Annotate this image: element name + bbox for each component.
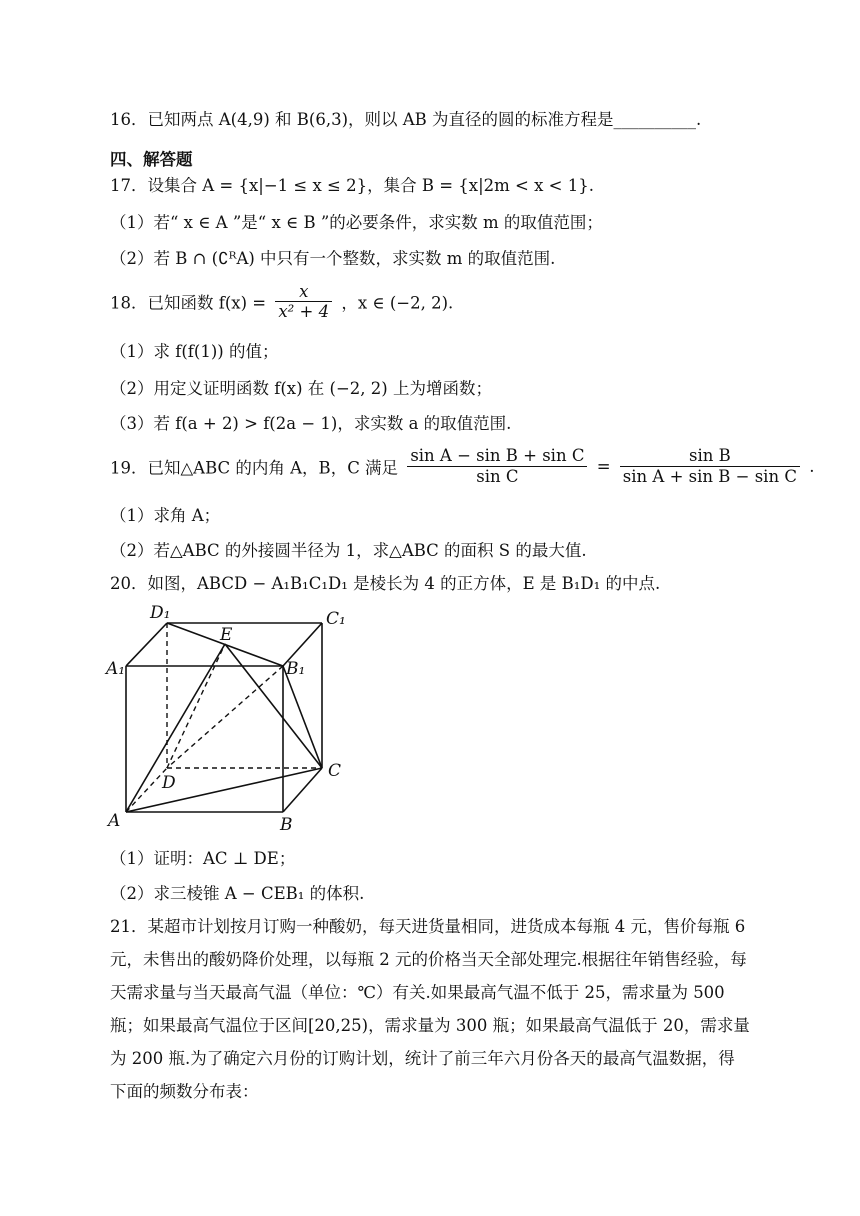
q19-frac1-num: sin A − sin B + sin C (407, 446, 587, 467)
question-19-stem (110, 446, 814, 490)
label-E: E (220, 625, 233, 645)
hidden-segment-D-E (167, 644, 225, 768)
question-18-stem (110, 282, 453, 322)
label-D: D (162, 773, 176, 793)
label-C: C (328, 761, 342, 781)
section-heading: 四、解答题 (110, 150, 193, 169)
edge-B-C (283, 768, 322, 812)
label-C1: C₁ (326, 609, 346, 629)
question-20-stem: 20．如图，ABCD − A₁B₁C₁D₁ 是棱长为 4 的正方体，E 是 B₁D₁ 的中点. (110, 574, 661, 593)
segment-B1-C (283, 666, 322, 768)
question-16: 16．已知两点 A(4,9) 和 B(6,3)，则以 AB 为直径的圆的标准方程是__________. (110, 110, 702, 129)
q19-stem-suffix: . (809, 457, 815, 476)
q19-stem-prefix: 19．已知△ABC 的内角 A，B，C 满足 (110, 458, 399, 478)
question-19-part-2: （2）若△ABC 的外接圆半径为 1，求△ABC 的面积 S 的最大值. (110, 541, 587, 560)
q18-fraction (275, 282, 332, 321)
q18-frac-den: x² + 4 (278, 302, 330, 321)
q19-frac2-den: sin A + sin B − sin C (622, 467, 797, 486)
question-21-text: 21．某超市计划按月订购一种酸奶，每天进货量相同，进货成本每瓶 4 元，售价每瓶 6 元，未售出的酸奶降价处理，以每瓶 2 元的价格当天全部处理完.根据往年销售经验，每天需求量与当天最高气温（单位：℃）有关.如果最高气温不低于 25，需求量为 500 瓶；如果最高气温位于区间[20,25)，需求量为 300 瓶；如果最高气温低于 20，需求量为 200 瓶.为了确定六月份的订购计划，统计了前三年六月份各天的最高气温数据，得下面的频数分布表： (110, 917, 750, 1101)
hidden-segment-B1-D (167, 666, 283, 768)
label-A1: A₁ (106, 659, 126, 679)
q19-fraction-1 (407, 446, 587, 487)
q19-fraction-2 (620, 446, 800, 487)
q18-stem-prefix: 18．已知函数 f(x) = (110, 293, 267, 313)
q19-equals: = (596, 457, 611, 476)
label-D1: D₁ (150, 603, 171, 623)
question-18-part-3: （3）若 f(a + 2) > f(2a − 1)，求实数 a 的取值范围. (110, 414, 512, 433)
segment-A-C (126, 768, 322, 812)
question-18-part-1: （1）求 f(f(1)) 的值； (110, 342, 279, 361)
label-B: B (280, 815, 293, 835)
q19-frac2-num: sin B (620, 446, 800, 467)
question-18-part-2: （2）用定义证明函数 f(x) 在 (−2, 2) 上为增函数； (110, 379, 492, 398)
question-17-stem: 17．设集合 A = {x|−1 ≤ x ≤ 2}，集合 B = {x|2m < x < 1}. (110, 176, 594, 195)
q19-frac1-den: sin C (476, 467, 519, 486)
question-19-part-1: （1）求角 A； (110, 506, 221, 525)
hidden-edge-A-D (126, 768, 167, 812)
question-17-part-2: （2）若 B ∩ (∁ᴿA) 中只有一个整数，求实数 m 的取值范围. (110, 249, 556, 268)
q18-frac-num: x (275, 282, 332, 302)
question-20-part-1: （1）证明：AC ⊥ DE； (110, 849, 296, 868)
label-B1: B₁ (286, 659, 306, 679)
question-20-part-2: （2）求三棱锥 A − CEB₁ 的体积. (110, 884, 365, 903)
edge-A1-D1 (126, 623, 167, 666)
question-17-part-1: （1）若“ x ∈ A ”是“ x ∈ B ”的必要条件，求实数 m 的取值范围； (110, 213, 603, 232)
q18-stem-suffix: ，x ∈ (−2, 2). (341, 293, 454, 313)
cube-diagram (100, 598, 360, 838)
label-A: A (108, 811, 121, 831)
